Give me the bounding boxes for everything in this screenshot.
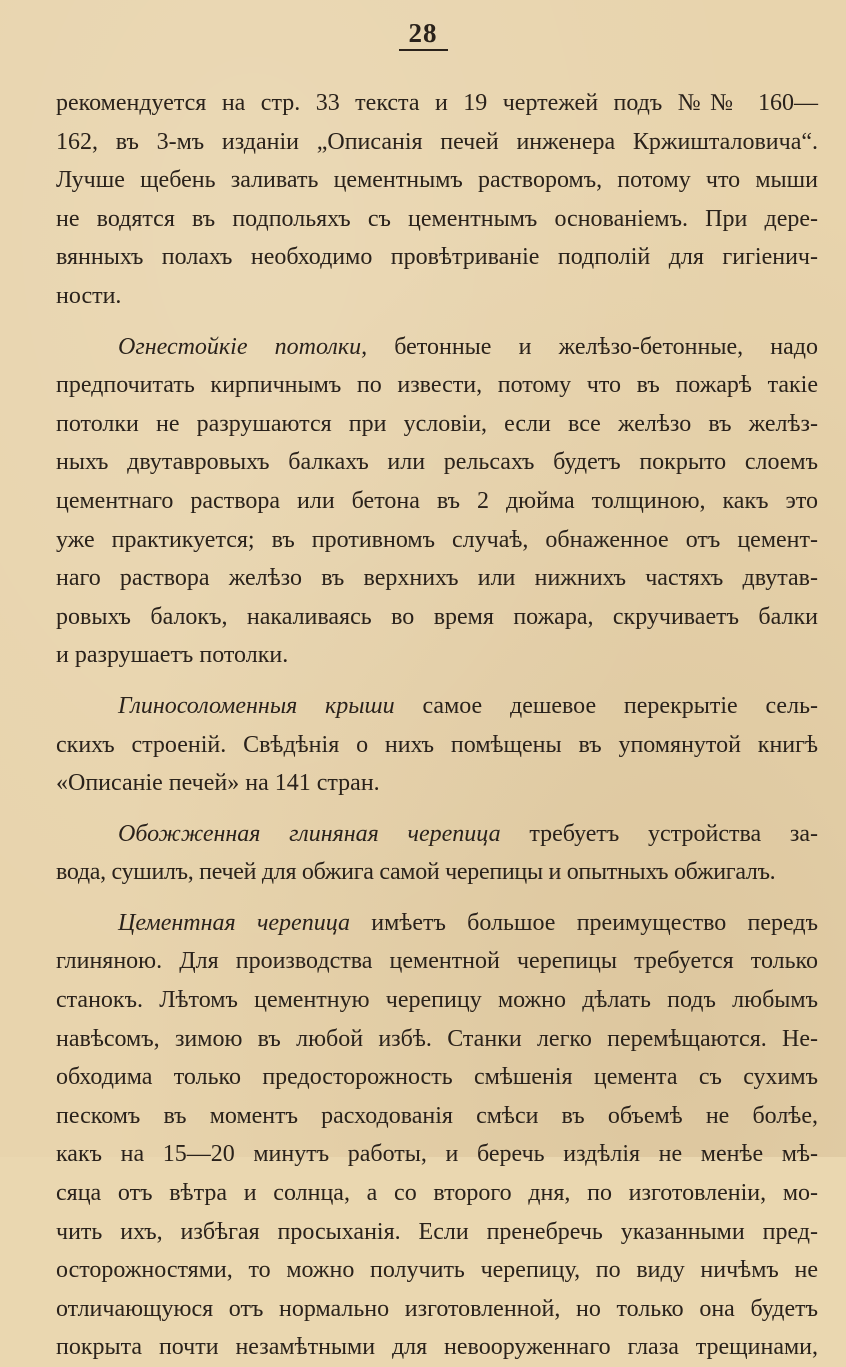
paragraph-cement-tile [56,904,818,1367]
text-line: ныхъ двутавровыхъ балкахъ или рельсахъ будетъ покрыто слоемъ [56,449,818,476]
text-line: пескомъ въ моментъ расходованія смѣси въ объемѣ не болѣе, [56,1102,818,1129]
paragraph-clay-straw-roofs [56,687,818,803]
text-line: глиняною. Для производства цементной черепицы требуется только [56,948,818,975]
text-line: вода, сушилъ, печей для обжига самой черепицы и опытныхъ обжигалъ. [56,859,776,886]
text-line: Цементная черепица имѣетъ большое преимущество передъ [118,909,819,936]
body-text [56,84,818,1367]
text-line: не водятся въ подпольяхъ съ цементнымъ основаніемъ. При дере- [56,205,818,232]
paragraph-heading: Огнестойкіе потолки, [118,333,368,360]
paragraph-fired-clay-tile [56,815,818,892]
text-line: 162, въ 3-мъ изданіи „Описанія печей инженера Кржишталовича“. [56,128,818,155]
paragraph-ventilation [56,84,818,316]
text-line: Огнестойкіе потолки, бетонные и желѣзо-бетонные, надо [118,333,818,360]
paragraph-heading: Обожженная глиняная черепица [118,820,501,847]
text-line: осторожностями, то можно получить черепицу, по виду ничѣмъ не [56,1257,818,1284]
text-line: ности. [56,282,122,309]
text-line: обходима только предосторожность смѣшенія цемента съ сухимъ [56,1064,818,1091]
text-line: Обожженная глиняная черепица требуетъ устройства за- [118,820,818,847]
text-line: наго раствора желѣзо въ верхнихъ или нижнихъ частяхъ двутав- [56,565,818,592]
text-line: уже практикуется; въ противномъ случаѣ, обнаженное отъ цемент- [56,526,818,553]
text-line: чить ихъ, избѣгая просыханія. Если пренебречь указанными пред- [56,1218,818,1245]
text-line: ровыхъ балокъ, накаливаясь во время пожара, скручиваетъ балки [56,603,818,630]
page-number: 28 [0,18,846,51]
text-line: покрыта почти незамѣтными для невооруженнаго глаза трещинами, [56,1334,818,1361]
text-line: и разрушаетъ потолки. [56,642,289,669]
text-line: скихъ строеній. Свѣдѣнія о нихъ помѣщены въ упомянутой книгѣ [56,731,818,758]
text-line: вянныхъ полахъ необходимо провѣтриваніе подполій для гигіенич- [56,244,818,271]
paragraph-heading: Цементная черепица [118,909,350,936]
paragraph-heading: Глиносоломенныя крыши [118,692,395,719]
text-line: Лучше щебень заливать цементнымъ растворомъ, потому что мыши [56,167,818,194]
text-line: сяца отъ вѣтра и солнца, а со второго дня, по изготовленіи, мо- [56,1180,818,1207]
text-line: навѣсомъ, зимою въ любой избѣ. Станки легко перемѣщаются. Не- [56,1025,818,1052]
paragraph-fireproof-ceilings [56,328,818,675]
text-line: рекомендуется на стр. 33 текста и 19 чертежей подъ №№ 160— [56,90,818,116]
text-line: потолки не разрушаются при условіи, если все желѣзо въ желѣз- [56,410,818,437]
text-line: предпочитать кирпичнымъ по извести, потому что въ пожарѣ такіе [56,372,818,399]
text-line: отличающуюся отъ нормально изготовленной, но только она будетъ [56,1295,818,1322]
text-line: цементнаго раствора или бетона въ 2 дюйма толщиною, какъ это [56,487,818,514]
text-line: Глиносоломенныя крыши самое дешевое перекрытіе сель- [118,692,818,719]
text-line: «Описаніе печей» на 141 стран. [56,770,380,797]
text-line: станокъ. Лѣтомъ цементную черепицу можно дѣлать подъ любымъ [56,987,818,1014]
text-line: какъ на 15—20 минутъ работы, и беречь издѣлія не менѣе мѣ- [56,1141,818,1168]
